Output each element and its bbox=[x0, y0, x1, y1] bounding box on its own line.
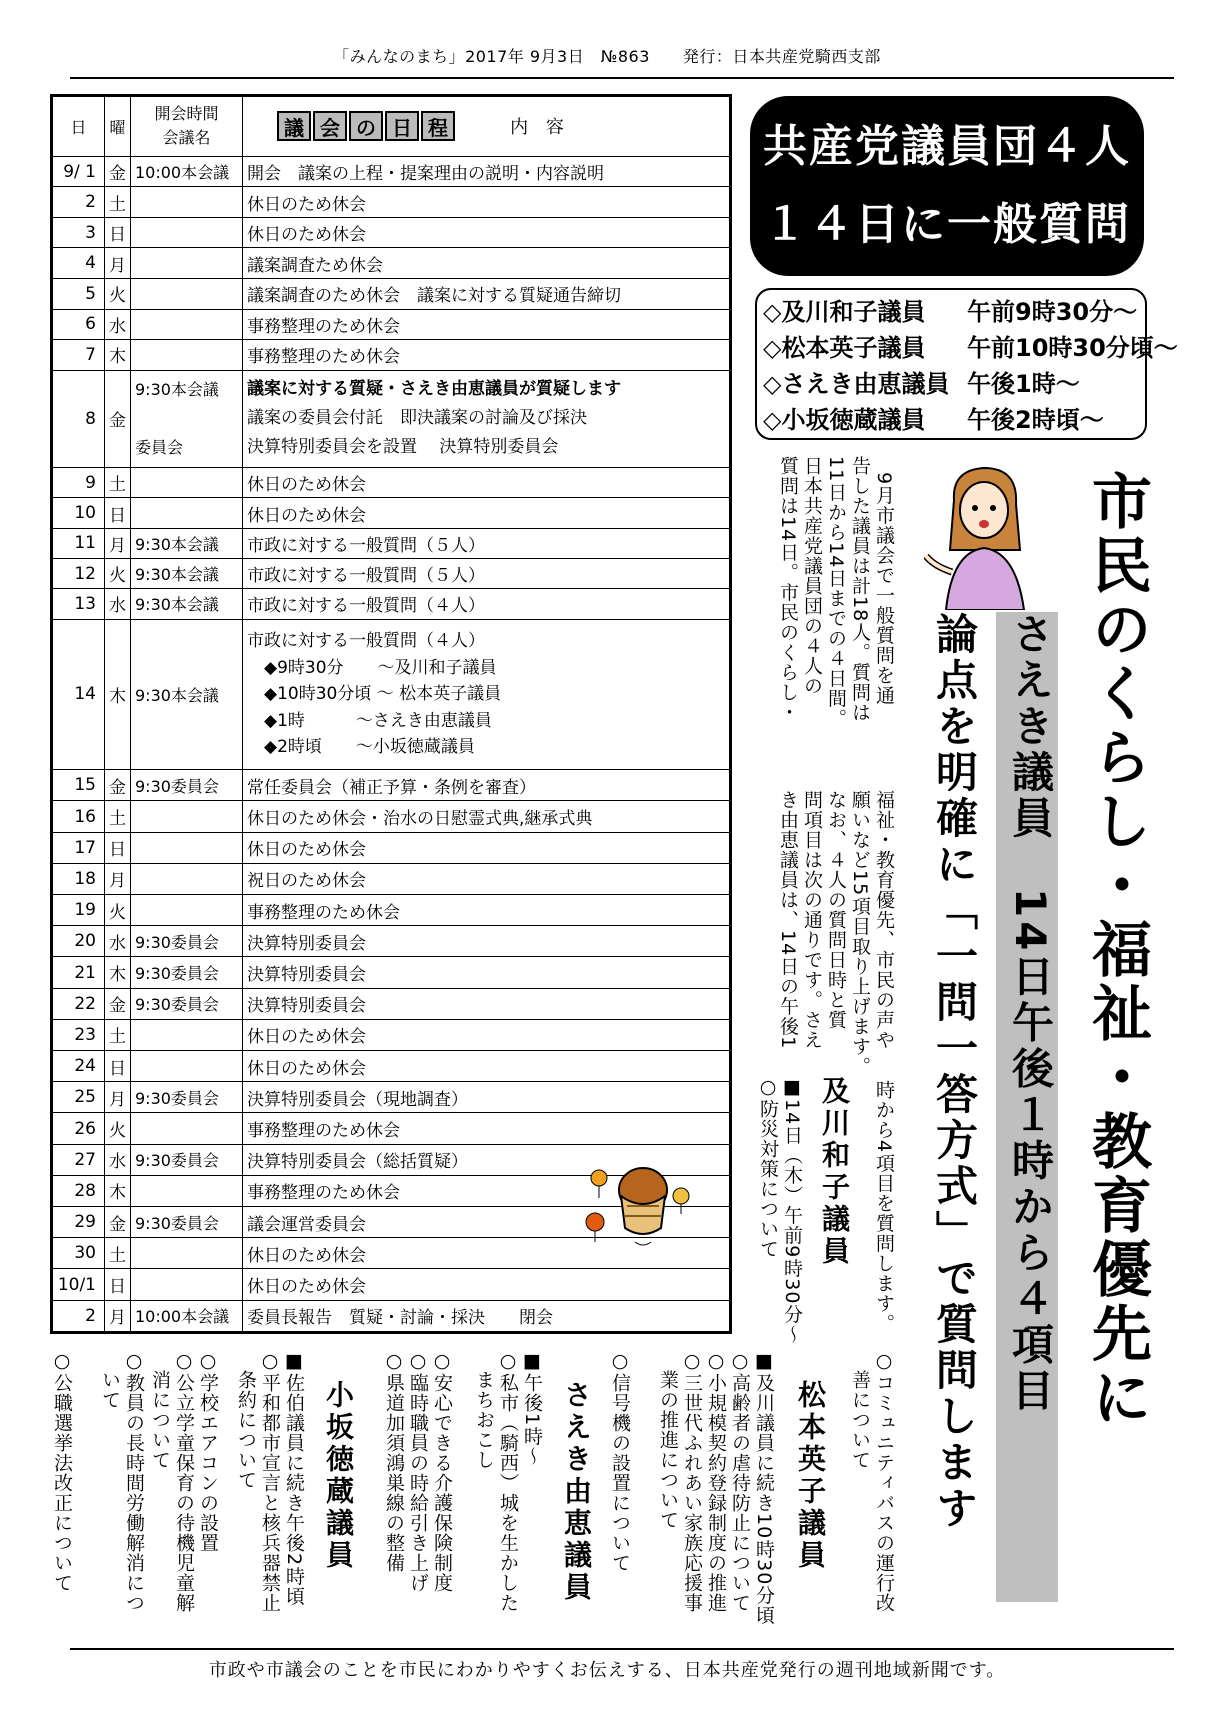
type-cell: 9:30本会議 bbox=[131, 589, 243, 619]
oikawa-item: 善について bbox=[849, 1350, 871, 1470]
table-row bbox=[53, 187, 730, 218]
content-cell: 休日のため休会 bbox=[243, 1051, 730, 1082]
table-row bbox=[53, 1051, 730, 1082]
kosaka-item: ○教員の長時間労働解消につ bbox=[123, 1350, 145, 1613]
matsumoto-item: ○高齢者の虐待防止について bbox=[729, 1350, 751, 1613]
speaker-time: 午後2時頃～ bbox=[967, 406, 1104, 434]
speaker-row bbox=[763, 330, 1178, 366]
content-cell: 決算特別委員会（総括質疑） bbox=[243, 1144, 730, 1175]
subheadline: さえき議員 14日午後１時から４項目 bbox=[1006, 612, 1055, 1415]
type-cell: 9:30委員会 bbox=[131, 1207, 243, 1238]
weekday-cell: 金 bbox=[105, 370, 131, 467]
header-type-line1: 開会時間 bbox=[154, 104, 219, 124]
type-cell bbox=[131, 863, 243, 894]
content-cell: 休日のため休会 bbox=[243, 832, 730, 863]
content-cell: 開会 議案の上程・提案理由の説明・内容説明 bbox=[243, 156, 730, 187]
speaker-row bbox=[763, 366, 1139, 402]
matsumoto-item: ■及川議員に続き10時30分頃 bbox=[753, 1350, 775, 1626]
type-cell bbox=[131, 895, 243, 926]
saeki-item: まちおこし bbox=[473, 1350, 495, 1470]
banner-line2: １４日に一般質問 bbox=[763, 199, 1131, 250]
type-cell bbox=[131, 1269, 243, 1300]
type-cell bbox=[131, 278, 243, 309]
day-cell: 10/1 bbox=[53, 1269, 105, 1300]
council-schedule-table bbox=[50, 94, 732, 1334]
table-row bbox=[53, 801, 730, 832]
content-cell: 事務整理のため休会 bbox=[243, 309, 730, 340]
table-row bbox=[53, 1269, 730, 1300]
weekday-cell: 木 bbox=[105, 1175, 131, 1206]
type-cell bbox=[131, 217, 243, 248]
saeki-item: ○県道加須鴻巣線の整備 bbox=[383, 1350, 405, 1573]
day-cell: 29 bbox=[53, 1207, 105, 1238]
banner-line1: 共産党議員団４人 bbox=[763, 121, 1131, 172]
day-cell: 27 bbox=[53, 1144, 105, 1175]
saeki-item: ○安心できる介護保険制度 bbox=[431, 1350, 453, 1593]
table-row bbox=[53, 309, 730, 340]
day-cell: 10 bbox=[53, 498, 105, 528]
matsumoto-item: ○小規模契約登録制度の推進 bbox=[705, 1350, 727, 1613]
content-cell: 常任委員会（補正予算・条例を審査） bbox=[243, 770, 730, 801]
speaker-time: 午前10時30分頃～ bbox=[967, 334, 1178, 362]
intro-column: 願いなど15項目取り上げます。 bbox=[849, 790, 871, 1077]
content-cell: 休日のため休会 bbox=[243, 498, 730, 528]
kosaka-name: 小坂徳蔵議員 bbox=[322, 1380, 355, 1572]
day-cell: 6 bbox=[53, 309, 105, 340]
intro-column: なお、４人の質問日時と質 bbox=[825, 790, 847, 1030]
table-title bbox=[277, 111, 455, 141]
type-cell bbox=[131, 248, 243, 279]
intro-column: 問項目は次の通りです。さえ bbox=[801, 790, 823, 1050]
day-cell: 20 bbox=[53, 926, 105, 957]
day-cell: 8 bbox=[53, 370, 105, 467]
day-cell: 9 bbox=[53, 468, 105, 498]
type-line bbox=[135, 404, 238, 433]
weekday-cell: 金 bbox=[105, 1207, 131, 1238]
content-cell: 休日のため休会 bbox=[243, 1238, 730, 1269]
weekday-cell: 金 bbox=[105, 156, 131, 187]
kosaka-item: ○平和都市宣言と核兵器禁止 bbox=[259, 1350, 281, 1613]
day-cell: 25 bbox=[53, 1082, 105, 1113]
intro-column: 時から4項目を質問します。 bbox=[873, 1080, 895, 1334]
day-cell: 12 bbox=[53, 558, 105, 588]
type-cell bbox=[131, 1238, 243, 1269]
type-cell: 9:30本会議 bbox=[131, 528, 243, 558]
day-cell: 7 bbox=[53, 340, 105, 371]
weekday-cell: 金 bbox=[105, 770, 131, 801]
weekday-cell: 金 bbox=[105, 988, 131, 1019]
content-line: 決算特別委員会を設置 決算特別委員会 bbox=[247, 437, 559, 458]
content-line: 議案に対する質疑・さえき由恵議員が質疑します bbox=[247, 379, 621, 400]
type-cell: 9:30委員会 bbox=[131, 957, 243, 988]
headline-banner bbox=[750, 96, 1144, 276]
contents-label: 内 容 bbox=[510, 117, 570, 139]
subheadline-2: 論点を明確に「一問一答方式」で質問します bbox=[930, 612, 979, 1532]
table-row bbox=[53, 926, 730, 957]
weekday-cell: 日 bbox=[105, 217, 131, 248]
speaker-row bbox=[763, 402, 1139, 438]
content-line: ◆9時30分 ～及川和子議員 bbox=[247, 657, 497, 678]
type-cell bbox=[131, 801, 243, 832]
weekday-cell: 土 bbox=[105, 468, 131, 498]
kosaka-item: ■佐伯議員に続き午後2時頃 bbox=[283, 1350, 305, 1607]
type-cell bbox=[131, 1175, 243, 1206]
weekday-cell: 水 bbox=[105, 309, 131, 340]
type-cell bbox=[131, 1113, 243, 1144]
content-cell: 休日のため休会 bbox=[243, 217, 730, 248]
content-cell: 事務整理のため休会 bbox=[243, 895, 730, 926]
table-row bbox=[53, 468, 730, 498]
day-cell: 30 bbox=[53, 1238, 105, 1269]
weekday-cell: 木 bbox=[105, 957, 131, 988]
table-row bbox=[53, 278, 730, 309]
weekday-cell: 火 bbox=[105, 558, 131, 588]
content-cell: 決算特別委員会 bbox=[243, 957, 730, 988]
saeki-item: ○臨時職員の時給引き上げ bbox=[407, 1350, 429, 1593]
footer-rule bbox=[70, 1648, 1174, 1650]
type-cell: 9:30委員会 bbox=[131, 770, 243, 801]
masthead: 「みんなのまち」2017年 9月3日 №863 発行：日本共産党騎西支部 bbox=[333, 47, 881, 66]
matsumoto-item: ○三世代ふれあい家族応援事 bbox=[681, 1350, 703, 1613]
table-row bbox=[53, 1113, 730, 1144]
type-cell bbox=[131, 1051, 243, 1082]
type-cell: 10:00本会議 bbox=[131, 156, 243, 187]
day-cell: 18 bbox=[53, 863, 105, 894]
content-cell: 決算特別委員会 bbox=[243, 988, 730, 1019]
day-cell: 14 bbox=[53, 619, 105, 770]
table-row bbox=[53, 217, 730, 248]
intro-column: 9月市議会で一般質問を通 bbox=[873, 472, 895, 706]
table-row bbox=[53, 558, 730, 588]
content-line: ◆10時30分頃 ～ 松本英子議員 bbox=[247, 684, 502, 705]
kosaka-item: 消について bbox=[149, 1350, 171, 1470]
content-cell: 休日のため休会 bbox=[243, 187, 730, 218]
matsumoto-name: 松本英子議員 bbox=[794, 1380, 827, 1572]
day-cell: 4 bbox=[53, 248, 105, 279]
woman-illustration bbox=[924, 460, 1044, 610]
content-line: 市政に対する一般質問（４人） bbox=[247, 630, 485, 651]
speaker-time: 午後1時～ bbox=[967, 370, 1080, 398]
table-row bbox=[53, 248, 730, 279]
matsumoto-item: 業の推進について bbox=[657, 1350, 679, 1530]
weekday-cell: 土 bbox=[105, 1238, 131, 1269]
day-cell: 9/ 1 bbox=[53, 156, 105, 187]
type-cell: 9:30委員会 bbox=[131, 988, 243, 1019]
speaker-row bbox=[763, 294, 1139, 330]
intro-column: 質問は14日。市民のくらし・ bbox=[777, 456, 799, 723]
header-type bbox=[131, 97, 243, 157]
oikawa-name: 及川和子議員 bbox=[818, 1076, 851, 1268]
title-char: 程 bbox=[421, 111, 455, 141]
weekday-cell: 水 bbox=[105, 926, 131, 957]
day-cell: 11 bbox=[53, 528, 105, 558]
weekday-cell: 水 bbox=[105, 1144, 131, 1175]
day-cell: 22 bbox=[53, 988, 105, 1019]
kosaka-item: 条約について bbox=[235, 1350, 257, 1490]
weekday-cell: 日 bbox=[105, 498, 131, 528]
table-row bbox=[53, 498, 730, 528]
oikawa-item: ■14日（木）午前9時30分～ bbox=[781, 1076, 803, 1345]
day-cell: 24 bbox=[53, 1051, 105, 1082]
table-row bbox=[53, 1300, 730, 1331]
content-cell: 議案調査ため休会 bbox=[243, 248, 730, 279]
speaker-name: ◇小坂徳蔵議員 bbox=[763, 406, 926, 434]
kosaka-item: ○公職選挙法改正について bbox=[51, 1350, 73, 1593]
type-cell bbox=[131, 187, 243, 218]
day-cell: 26 bbox=[53, 1113, 105, 1144]
kosaka-item: ○公立学童保育の待機児童解 bbox=[173, 1350, 195, 1613]
intro-column: 日本共産党議員団の４人の bbox=[801, 456, 823, 696]
weekday-cell: 月 bbox=[105, 248, 131, 279]
weekday-cell: 土 bbox=[105, 801, 131, 832]
weekday-cell: 月 bbox=[105, 1082, 131, 1113]
content-cell: 休日のため休会・治水の日慰霊式典,継承式典 bbox=[243, 801, 730, 832]
weekday-cell: 月 bbox=[105, 863, 131, 894]
content-cell: 議案調査のため休会 議案に対する質疑通告締切 bbox=[243, 278, 730, 309]
content-line: ◆2時頃 ～小坂徳蔵議員 bbox=[247, 737, 475, 758]
title-char: 会 bbox=[313, 111, 347, 141]
footer-text: 市政や市議会のことを市民にわかりやすくお伝えする、日本共産党発行の週刊地域新聞です。 bbox=[208, 1660, 1006, 1681]
content-cell: 休日のため休会 bbox=[243, 468, 730, 498]
table-row bbox=[53, 832, 730, 863]
type-cell: 9:30本会議 bbox=[131, 558, 243, 588]
day-cell: 15 bbox=[53, 770, 105, 801]
weekday-cell: 木 bbox=[105, 619, 131, 770]
table-row bbox=[53, 340, 730, 371]
table-row bbox=[53, 957, 730, 988]
speaker-times-box bbox=[755, 288, 1178, 440]
title-char: の bbox=[349, 111, 383, 141]
content-cell: 事務整理のため休会 bbox=[243, 340, 730, 371]
weekday-cell: 土 bbox=[105, 1019, 131, 1050]
weekday-cell: 火 bbox=[105, 1113, 131, 1144]
content-line: 議案の委員会付託 即決議案の討論及び採決 bbox=[247, 408, 587, 429]
acorn-illustration bbox=[585, 1150, 695, 1260]
weekday-cell: 日 bbox=[105, 1051, 131, 1082]
weekday-cell: 水 bbox=[105, 589, 131, 619]
speaker-name: ◇松本英子議員 bbox=[763, 334, 926, 362]
weekday-cell: 日 bbox=[105, 1269, 131, 1300]
saeki-item: ○私市（騎西）城を生かした bbox=[497, 1350, 519, 1613]
type-cell bbox=[131, 498, 243, 528]
content-cell: 休日のため休会 bbox=[243, 1269, 730, 1300]
weekday-cell: 日 bbox=[105, 832, 131, 863]
weekday-cell: 火 bbox=[105, 278, 131, 309]
type-cell bbox=[131, 468, 243, 498]
table-row bbox=[53, 156, 730, 187]
day-cell: 13 bbox=[53, 589, 105, 619]
type-cell bbox=[131, 370, 243, 467]
main-headline: 市民のくらし・福祉・教育優先に bbox=[1082, 470, 1152, 1430]
content-cell: 市政に対する一般質問（４人） bbox=[243, 589, 730, 619]
kosaka-item: ○学校エアコンの設置 bbox=[197, 1350, 219, 1553]
matsumoto-item: ○信号機の設置について bbox=[609, 1350, 631, 1573]
day-cell: 19 bbox=[53, 895, 105, 926]
content-cell: 決算特別委員会 bbox=[243, 926, 730, 957]
content-cell: 祝日のため休会 bbox=[243, 863, 730, 894]
table-row bbox=[53, 895, 730, 926]
table-row bbox=[53, 370, 730, 467]
day-cell: 3 bbox=[53, 217, 105, 248]
table-row bbox=[53, 528, 730, 558]
kosaka-item: いて bbox=[99, 1350, 121, 1410]
content-cell: 休日のため休会 bbox=[243, 1019, 730, 1050]
intro-column: 11日から14日までの４日間。 bbox=[825, 456, 847, 729]
day-cell: 2 bbox=[53, 1300, 105, 1331]
type-cell: 9:30委員会 bbox=[131, 926, 243, 957]
saeki-item: ■午後1時～ bbox=[521, 1350, 543, 1467]
intro-column: き由恵議員は、14日の午後1 bbox=[777, 790, 799, 1050]
header-contents bbox=[243, 97, 730, 157]
type-cell: 10:00本会議 bbox=[131, 1300, 243, 1331]
content-cell: 決算特別委員会（現地調査） bbox=[243, 1082, 730, 1113]
intro-column: 福祉・教育優先、市民の声や bbox=[873, 790, 895, 1050]
oikawa-item: ○防災対策について bbox=[757, 1076, 779, 1259]
day-cell: 16 bbox=[53, 801, 105, 832]
table-header-row bbox=[53, 97, 730, 157]
content-cell: 市政に対する一般質問（５人） bbox=[243, 558, 730, 588]
type-cell: 9:30委員会 bbox=[131, 1144, 243, 1175]
content-cell: 議会運営委員会 bbox=[243, 1207, 730, 1238]
type-line: 委員会 bbox=[135, 438, 184, 458]
header-type-line2: 会議名 bbox=[162, 128, 211, 148]
oikawa-item: ○コミュニティバスの運行改 bbox=[873, 1350, 895, 1613]
speaker-name: ◇さえき由恵議員 bbox=[763, 370, 950, 398]
weekday-cell: 月 bbox=[105, 528, 131, 558]
type-cell bbox=[131, 309, 243, 340]
masthead-rule bbox=[70, 77, 1174, 79]
table-row bbox=[53, 619, 730, 770]
type-cell bbox=[131, 1019, 243, 1050]
content-cell: 事務整理のため休会 bbox=[243, 1175, 730, 1206]
title-char: 議 bbox=[277, 111, 311, 141]
table-row bbox=[53, 988, 730, 1019]
day-cell: 2 bbox=[53, 187, 105, 218]
header-weekday: 曜 bbox=[105, 97, 131, 157]
header-day: 日 bbox=[53, 97, 105, 157]
content-cell: 市政に対する一般質問（５人） bbox=[243, 528, 730, 558]
table-row bbox=[53, 770, 730, 801]
type-cell bbox=[131, 832, 243, 863]
type-cell bbox=[131, 340, 243, 371]
speaker-name: ◇及川和子議員 bbox=[763, 298, 926, 326]
content-cell bbox=[243, 619, 730, 770]
weekday-cell: 木 bbox=[105, 340, 131, 371]
content-cell: 事務整理のため休会 bbox=[243, 1113, 730, 1144]
weekday-cell: 土 bbox=[105, 187, 131, 218]
type-cell: 9:30委員会 bbox=[131, 1082, 243, 1113]
title-char: 日 bbox=[385, 111, 419, 141]
content-cell: 委員長報告 質疑・討論・採決 閉会 bbox=[243, 1300, 730, 1331]
table-row bbox=[53, 863, 730, 894]
table-row bbox=[53, 1019, 730, 1050]
table-row bbox=[53, 589, 730, 619]
type-cell: 9:30本会議 bbox=[131, 619, 243, 770]
day-cell: 5 bbox=[53, 278, 105, 309]
day-cell: 23 bbox=[53, 1019, 105, 1050]
content-cell bbox=[243, 370, 730, 467]
weekday-cell: 月 bbox=[105, 1300, 131, 1331]
day-cell: 21 bbox=[53, 957, 105, 988]
saeki-name: さえき由恵議員 bbox=[560, 1380, 593, 1604]
speaker-time: 午前9時30分～ bbox=[967, 298, 1138, 326]
content-line: ◆1時 ～さえき由恵議員 bbox=[247, 710, 492, 731]
intro-column: 告した議員は計18人。質問は bbox=[849, 456, 871, 723]
type-line: 9:30本会議 bbox=[135, 380, 219, 400]
table-row bbox=[53, 1082, 730, 1113]
day-cell: 17 bbox=[53, 832, 105, 863]
weekday-cell: 火 bbox=[105, 895, 131, 926]
day-cell: 28 bbox=[53, 1175, 105, 1206]
